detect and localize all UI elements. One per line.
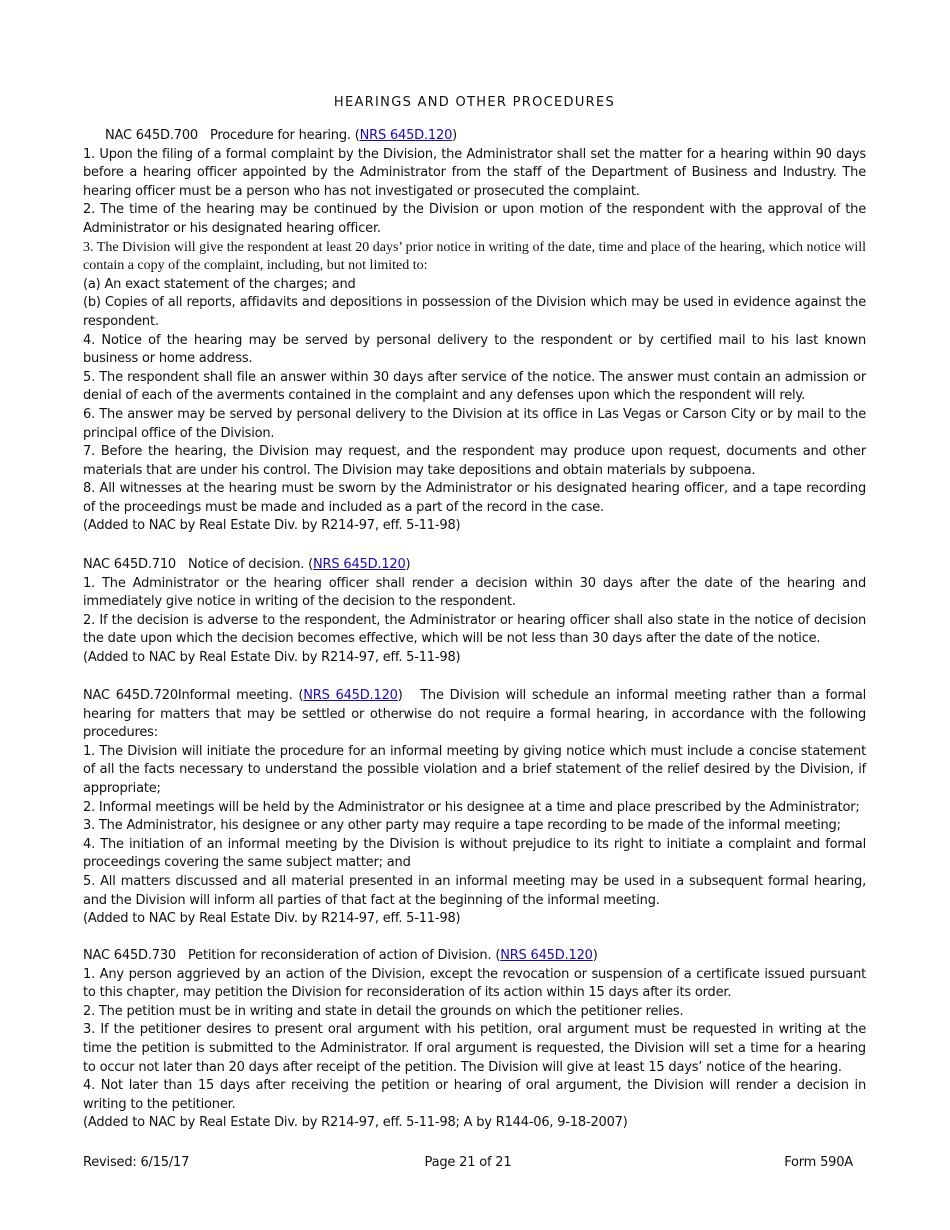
history-note: (Added to NAC by Real Estate Div. by R214-97, eff. 5-11-98)	[83, 911, 461, 927]
history-note: (Added to NAC by Real Estate Div. by R214-97, eff. 5-11-98)	[83, 518, 461, 534]
paragraph: 6. The answer may be served by personal delivery to the Division at its office in Las Vegas or Carson City or by mail to the principal office of the Division.	[83, 406, 866, 441]
paragraph: 5. All matters discussed and all material presented in an informal meeting may be used in a subsequent formal hearing, and the Division will inform all parties of that fact at the beginning of the informal meeting.	[83, 873, 866, 908]
document-page	[83, 0, 866, 1230]
page-number: Page 21 of 21	[424, 1155, 512, 1170]
paragraph: 4. Not later than 15 days after receiving the petition or hearing of oral argument, the Division will render a decision in writing to the petitioner.	[83, 1078, 866, 1112]
history-note: (Added to NAC by Real Estate Div. by R214-97, eff. 5-11-98)	[83, 649, 461, 665]
paragraph: 1. The Administrator or the hearing officer shall render a decision within 30 days after the date of the hearing and immediately give notice in writing of the decision to the respondent.	[83, 575, 866, 610]
nrs-reference-link[interactable]: NRS 645D.120	[500, 948, 593, 963]
paragraph: 2. The time of the hearing may be continued by the Division or upon motion of the respondent with the approval of the Administrator or his designated hearing officer.	[83, 202, 866, 236]
paragraph: 3. The Division will give the respondent at least 20 days’ prior notice in writing of the date, time and place of the hearing, which notice will contain a copy of the complaint, including, but not limited to:	[83, 239, 866, 274]
history-note: (Added to NAC by Real Estate Div. by R214-97, eff. 5-11-98; A by R144-06, 9-18-2007)	[83, 1115, 628, 1131]
page-title: HEARINGS AND OTHER PROCEDURES	[333, 95, 616, 110]
form-number: Form 590A	[784, 1155, 853, 1170]
paragraph: 5. The respondent shall file an answer within 30 days after service of the notice. The answer must contain an admission or denial of each of the averments contained in the complaint and any defenses upon which the respondent will rely.	[83, 369, 866, 404]
paragraph: (b) Copies of all reports, affidavits and depositions in possession of the Division which may be used in evidence against the respondent.	[83, 295, 866, 329]
section-title: Notice of decision.	[187, 557, 305, 572]
section-heading: NAC 645D.700 Procedure for hearing. (NRS 645D.120)	[105, 128, 458, 143]
paragraph: 1. The Division will initiate the procedure for an informal meeting by giving notice which must include a concise statement of all the facts necessary to understand the possible violation and a brief statement of the relief desired by the Division, if appropriate;	[83, 743, 866, 796]
paragraph: 3. If the petitioner desires to present oral argument with his petition, oral argument must be requested in writing at the time the petition is submitted to the Administrator. If oral argument is requested, the Division will set a time for a hearing to occur not later than 20 days after receipt of the petition. The Division will give at least 15 days’ notice of the hearing.	[83, 1022, 866, 1075]
revised-date: Revised: 6/15/17	[83, 1155, 190, 1170]
section-number: NAC 645D.710	[83, 557, 176, 572]
nrs-reference-link[interactable]: NRS 645D.120	[359, 128, 453, 143]
paragraph: 3. The Administrator, his designee or any other party may require a tape recording to be made of the informal meeting;	[83, 818, 841, 834]
paragraph: 4. The initiation of an informal meeting by the Division is without prejudice to its right to initiate a complaint and formal proceedings covering the same subject matter; and	[83, 836, 866, 871]
section-number: NAC 645D.730	[83, 948, 176, 963]
paragraph: 2. Informal meetings will be held by the Administrator or his designee at a time and place prescribed by the Administrator;	[83, 799, 860, 815]
section-title: Petition for reconsideration of action of Division.	[187, 948, 492, 963]
section-intro: The Division will schedule an informal meeting rather than a formal hearing for matters that may be settled or otherwise do not require a formal hearing, in accordance with the following procedures:	[83, 688, 867, 741]
paragraph: 2. The petition must be in writing and state in detail the grounds on which the petitioner relies.	[83, 1003, 684, 1019]
paragraph: 2. If the decision is adverse to the respondent, the Administrator or hearing officer shall also state in the notice of decision the date upon which the decision becomes effective, which will be not less than 30 days after the date of the notice.	[83, 612, 866, 647]
paragraph: 1. Any person aggrieved by an action of the Division, except the revocation or suspension of a certificate issued pursuant to this chapter, may petition the Division for reconsideration of its action within 15 days after its order.	[83, 966, 866, 1001]
nrs-reference-link[interactable]: NRS 645D.120	[313, 557, 406, 572]
section-heading: NAC 645D.710 Notice of decision. (NRS 645D.120)	[83, 557, 411, 572]
section-645d-700	[83, 127, 866, 536]
section-title: Procedure for hearing.	[209, 128, 351, 143]
section-645d-730	[83, 947, 866, 1133]
paragraph: 1. Upon the filing of a formal complaint by the Division, the Administrator shall set the matter for a hearing within 90 days before a hearing officer appointed by the Administrator from the staff of the Department of Business and Industry. The hearing officer must be a person who has not investigated or prosecuted the complaint.	[83, 146, 866, 199]
nrs-reference-link[interactable]: NRS 645D.120	[303, 688, 398, 703]
paragraph: 7. Before the hearing, the Division may request, and the respondent may produce upon request, documents and other materials that are under his control. The Division may take depositions and obtain materials by subpoena.	[83, 444, 866, 478]
paragraph: 8. All witnesses at the hearing must be sworn by the Administrator or his designated hearing officer, and a tape recording of the proceedings must be made and included as a part of the record in the case.	[83, 481, 866, 515]
section-645d-710	[83, 556, 866, 668]
paragraph: (a) An exact statement of the charges; and	[83, 276, 356, 292]
section-number: NAC 645D.700	[105, 128, 198, 143]
section-title: Informal meeting.	[177, 688, 293, 703]
section-heading: NAC 645D.730 Petition for reconsideration of action of Division. (NRS 645D.120)	[83, 948, 598, 963]
paragraph: 4. Notice of the hearing may be served by personal delivery to the respondent or by certified mail to his last known business or home address.	[83, 332, 866, 367]
section-number: NAC 645D.720	[83, 688, 178, 703]
section-heading: NAC 645D.720Informal meeting. (NRS 645D.120) The Division will schedule an informal meeting rather than a formal hearing for matters that may be settled or otherwise do not require a formal hearing, in accordance with the following procedures:	[83, 688, 867, 741]
section-645d-720	[83, 687, 866, 929]
